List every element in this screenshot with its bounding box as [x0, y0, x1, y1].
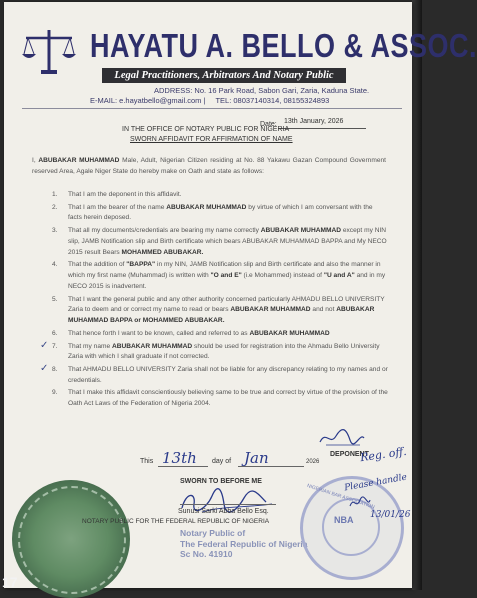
affidavit-title: SWORN AFFIDAVIT FOR AFFIRMATION OF NAME: [130, 136, 293, 143]
clause-number: 3.: [52, 227, 58, 235]
clause-item: [42, 295, 388, 327]
clause-number: 6.: [52, 329, 58, 337]
clause-number: 8.: [52, 365, 58, 373]
deponent-name: ABUBAKAR MUHAMMAD: [38, 157, 120, 164]
clause-text: That I want the general public and any other authority concerned particularly AHMADU BELLO UNIVERSITY Zaria to deem and or correct my name to read or bears: [68, 295, 385, 314]
clause-number: 5.: [52, 295, 58, 303]
clause-text: That I am the bearer of the name: [68, 203, 167, 211]
day-value: 13th: [162, 449, 197, 467]
clause-text: ABUBAKAR MUHAMMAD: [166, 203, 247, 211]
stamp-line-3: Sc No. 41910: [180, 549, 233, 559]
notary-stamp: [180, 528, 308, 560]
date-value: 13th January, 2026: [284, 118, 344, 125]
sworn-label: SWORN TO BEFORE ME: [180, 478, 262, 485]
firm-subtitle-banner: Legal Practitioners, Arbitrators And Notary Public: [102, 68, 346, 83]
check-mark-icon: ✓: [40, 339, 49, 351]
this-label: This: [140, 458, 154, 465]
firm-email: E-MAIL: e.hayatbello@gmail.com: [90, 96, 202, 105]
intro-paragraph: [32, 156, 386, 177]
handwritten-date: 13/01/26: [370, 510, 411, 520]
clause-item: [40, 339, 388, 363]
clause-text: in my NIN, JAMB Notification slip and Birth certificate and also the manner in which my first name (Muhammad) is written with: [68, 261, 381, 280]
clause-text: ABUBAKAR MUHAMMAD: [111, 342, 193, 350]
clause-text: That I make this affidavit conscientiously believing same to be true and correct by virtue of the provision of the Oath Act Laws of the Federation of Nigeria 2004.: [68, 389, 388, 408]
notary-name: Sunusi Sarki Abba Bello Esq.: [178, 508, 269, 515]
firm-telephone: TEL: 08037140314, 08155324893: [215, 96, 330, 105]
clause-text: and not: [310, 306, 337, 314]
firm-contact: E-MAIL: e.hayatbello@gmail.com | TEL: 08037140314, 08155324893: [90, 96, 330, 105]
clause-number: 7.: [52, 342, 58, 350]
clause-item: [40, 362, 388, 386]
clause-text: ABUBAKAR MUHAMMAD BAPPA or MOHAMMED ABUBAKAR.: [68, 306, 375, 324]
notary-title: NOTARY PUBLIC FOR THE FEDERAL REPUBLIC OF NIGERIA: [82, 518, 270, 525]
firm-address: ADDRESS: No. 16 Park Road, Sabon Gari, Zaria, Kaduna State.: [154, 86, 370, 95]
scales-of-justice-icon: [22, 26, 76, 76]
intro-text: Male, Adult, Nigerian Citizen residing at No. 88 Yakawu Gazan Compound Government reserved Area, Agale Niger State do hereby make on Oath and state as follows:: [32, 157, 386, 175]
day-of-label: day of: [212, 458, 232, 465]
clause-text: ABUBAKAR MUHAMMAD: [260, 227, 341, 235]
date-line: [278, 128, 366, 129]
clause-text: That all my documents/credentials are bearing my name correctly: [68, 227, 261, 235]
firm-name: HAYATU A. BELLO & ASSOC.: [90, 27, 477, 65]
clause-item: [42, 226, 388, 258]
deponent-signature: [316, 426, 366, 448]
intro-prefix: I,: [32, 157, 36, 164]
date-label: Date:: [260, 121, 277, 128]
header-divider: [22, 108, 402, 109]
clause-text: "BAPPA": [126, 261, 156, 269]
background-edge: [412, 0, 422, 590]
nba-abbr: NBA: [334, 515, 354, 525]
clause-text: and in my NECO 2015 is inadvertent.: [68, 272, 386, 290]
notary-heading: IN THE OFFICE OF NOTARY PUBLIC FOR NIGERIA: [122, 126, 290, 133]
clause-text: That the addition of: [68, 261, 127, 269]
clause-text: except my NIN slip, JAMB Notification slip and Birth certificate which bears ABUBAKAR MUHAMMAD BAPPA and My NECO 2015 result Bears: [68, 227, 387, 256]
handwritten-note: Please handle: [343, 472, 408, 494]
handwritten-initials: [348, 496, 372, 510]
clause-text: That my name: [68, 342, 112, 350]
affidavit-clauses: [42, 190, 388, 412]
clause-text: "O and E": [210, 272, 242, 280]
year-value: 2026: [306, 459, 320, 465]
clause-text: MOHAMMED ABUBAKAR.: [121, 248, 204, 256]
clause-text: That hence forth I want to be known, called and referred to as: [68, 329, 250, 337]
nba-ring-text: NIGERIAN BAR ASSOCIATION: [306, 483, 376, 511]
affidavit-page: [4, 2, 477, 588]
clause-item: [42, 190, 388, 201]
clause-number: 2.: [52, 203, 58, 211]
clause-number: 9.: [52, 389, 58, 397]
seal-ring: [18, 486, 126, 594]
deponent-label: DEPONENT: [330, 451, 369, 458]
page-number: 17: [2, 574, 18, 590]
clause-item: [42, 203, 388, 224]
clause-text: ABUBAKAR MUHAMMAD: [230, 306, 311, 314]
clause-number: 4.: [52, 261, 58, 269]
check-mark-icon: ✓: [40, 362, 49, 374]
stamp-line-2: The Federal Republic of Nigeria: [180, 538, 308, 549]
clause-text: by virtue of which I am conversant with the facts herein deposed.: [68, 203, 373, 222]
clause-item: [42, 260, 388, 292]
clause-text: (i.e Mohammed) instead of: [241, 272, 324, 280]
clause-item: [42, 329, 388, 340]
clause-item: [42, 388, 388, 409]
clause-text: That AHMADU BELLO UNIVERSITY Zaria shall not be liable for any discrepancy relating to my names and or credentials.: [68, 365, 388, 384]
stamp-line-1: Notary Public of: [180, 528, 246, 538]
notary-signature-line: [180, 504, 276, 505]
clause-text: "U and A": [323, 272, 355, 280]
clause-text: ABUBAKAR MUHAMMAD: [249, 329, 330, 337]
clause-text: That I am the deponent in this affidavit.: [68, 191, 182, 198]
month-value: Jan: [244, 449, 269, 467]
clause-number: 1.: [52, 191, 58, 198]
registry-note: Reg. off.: [359, 444, 408, 465]
clause-text: should be used for registration into the Ahmadu Bello University Zaria with which I shall graduate if not corrected.: [68, 342, 380, 361]
